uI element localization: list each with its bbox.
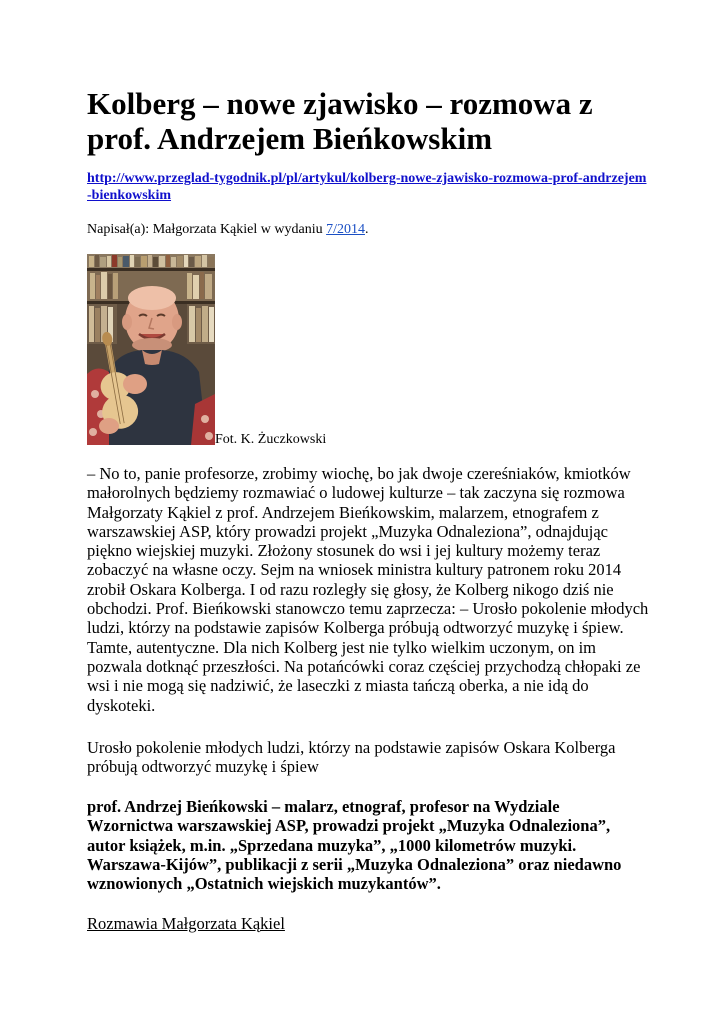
photo-caption: Fot. K. Żuczkowski — [215, 432, 327, 447]
byline — [87, 221, 368, 239]
portrait-photo — [87, 254, 215, 445]
article-paragraph-1: – No to, panie profesorze, zrobimy wiochę, bo jak dwoje czereśniaków, kmiotków małorolnych będziemy rozmawiać o ludowej kulturze – tak zaczyna się rozmowa Małgorzaty Kąkiel z prof. Andrzejem Bieńkowskim, malarzem, etnografem z warszawskiej ASP, który prowadzi projekt „Muzyka Odnaleziona”, odnajdując piękno wiejskiej muzyki. Złożony stosunek do wsi i jej kultury możemy teraz zobaczyć na własne oczy. Sejm na wniosek ministra kultury patronem roku 2014 zrobił Oskara Kolberga. I od razu rozległy się głosy, że Kolberg nikogo dziś nie obchodzi. Prof. Bieńkowski stanowczo temu zaprzecza: – Urosło pokolenie młodych ludzi, którzy na podstawie zapisów Kolberga próbują odtworzyć muzykę i śpiew. Tamte, autentyczne. Dla nich Kolberg jest nie tylko wielkim uczonym, on im pozwala dotknąć przeszłości. Na potańcówki coraz częściej przychodzą chłopaki ze wsi i nie mogą się nadziwić, że laseczki z miasta tańczą oberka, a nie idą do dyskoteki. — [87, 464, 649, 715]
author-bio: prof. Andrzej Bieńkowski – malarz, etnograf, profesor na Wydziale Wzornictwa warszawskiej ASP, prowadzi projekt „Muzyka Odnaleziona”, autor książek, m.in. „Sprzedana muzyka”, „1000 kilometrów muzyki. Warszawa-Kijów”, publikacji z serii „Muzyka Odnaleziona” oraz niedawno wznowionych „Ostatnich wiejskich muzykantów”. — [87, 797, 622, 894]
byline-prefix: Napisał(a): Małgorzata Kąkiel w wydaniu — [87, 222, 327, 237]
issue-link[interactable]: 7/2014 — [326, 222, 365, 237]
byline-suffix: . — [364, 222, 369, 237]
article-paragraph-2: Urosło pokolenie młodych ludzi, którzy na podstawie zapisów Oskara Kolberga próbują odtworzyć muzykę i śpiew — [87, 738, 616, 777]
article-title: Kolberg – nowe zjawisko – rozmowa z prof. Andrzejem Bieńkowskim — [87, 86, 593, 156]
article-url-link[interactable]: http://www.przeglad-tygodnik.pl/pl/artykul/kolberg-nowe-zjawisko-rozmowa-prof-andrzejem-bienkowskim — [87, 171, 647, 203]
interviewer-credit: Rozmawia Małgorzata Kąkiel — [87, 914, 285, 933]
